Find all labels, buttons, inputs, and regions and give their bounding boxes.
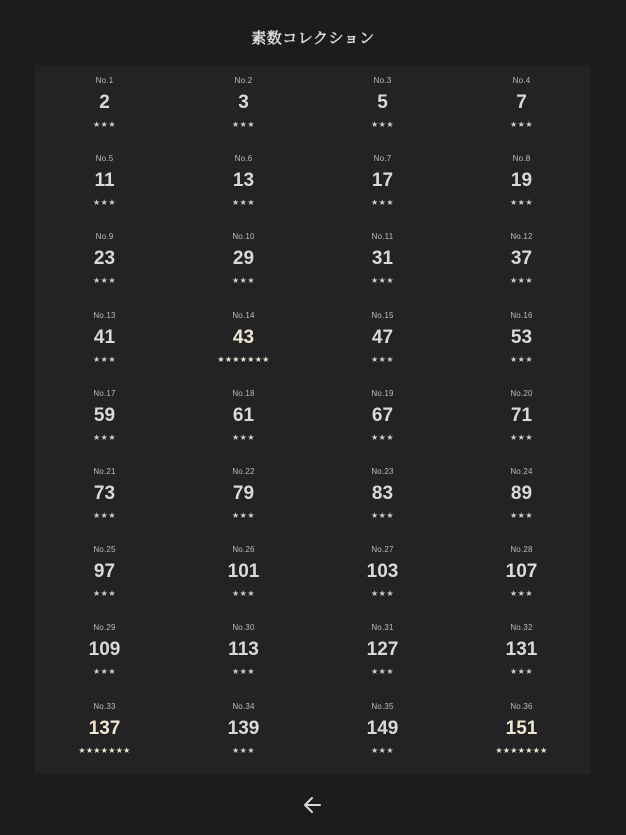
star-rating: ★★★ (370, 198, 394, 208)
prime-card[interactable] (452, 300, 591, 378)
prime-card[interactable] (174, 300, 313, 378)
prime-card[interactable] (35, 612, 174, 690)
prime-index-label: No.18 (232, 388, 255, 398)
prime-value: 71 (510, 404, 533, 426)
prime-card[interactable] (313, 221, 452, 299)
prime-value: 19 (510, 170, 533, 192)
prime-index-label: No.24 (510, 466, 533, 476)
prime-card[interactable] (174, 612, 313, 690)
prime-value: 109 (88, 639, 121, 661)
star-rating: ★★★ (370, 589, 394, 599)
prime-collection-panel (35, 65, 591, 774)
prime-card[interactable] (35, 691, 174, 769)
star-rating: ★★★ (509, 276, 533, 286)
prime-index-label: No.36 (510, 701, 533, 711)
prime-index-label: No.32 (510, 623, 533, 633)
star-rating: ★★★ (370, 745, 394, 755)
prime-card[interactable] (35, 65, 174, 143)
star-rating: ★★★ (231, 276, 255, 286)
prime-card[interactable] (313, 378, 452, 456)
star-rating: ★★★ (231, 120, 255, 129)
prime-card[interactable] (174, 221, 313, 299)
prime-index-label: No.10 (232, 232, 255, 242)
prime-value: 113 (228, 639, 259, 661)
prime-card[interactable] (452, 378, 591, 456)
prime-card[interactable] (313, 612, 452, 690)
prime-card[interactable] (313, 300, 452, 378)
prime-card[interactable] (35, 378, 174, 456)
prime-card[interactable] (313, 456, 452, 534)
star-rating: ★★★★★★★ (217, 354, 270, 364)
prime-index-label: No.25 (93, 545, 116, 555)
prime-value: 107 (505, 561, 538, 583)
star-rating: ★★★ (231, 745, 255, 755)
prime-index-label: No.13 (93, 310, 116, 320)
star-rating: ★★★ (370, 432, 394, 442)
prime-index-label: No.15 (371, 310, 394, 320)
star-rating: ★★★★★★★ (495, 745, 548, 755)
prime-index-label: No.34 (232, 701, 255, 711)
prime-value: 23 (93, 248, 116, 270)
prime-card[interactable] (174, 378, 313, 456)
prime-value: 41 (93, 326, 116, 348)
prime-card[interactable] (313, 691, 452, 769)
prime-value: 151 (505, 717, 538, 739)
prime-value: 53 (510, 326, 533, 348)
prime-value: 29 (232, 248, 255, 270)
prime-value: 37 (510, 248, 533, 270)
prime-value: 79 (232, 482, 255, 504)
prime-card[interactable] (452, 534, 591, 612)
prime-card[interactable] (452, 456, 591, 534)
prime-card[interactable] (452, 612, 591, 690)
prime-index-label: No.30 (232, 623, 255, 633)
prime-value: 83 (371, 482, 394, 504)
prime-value: 131 (505, 639, 538, 661)
star-rating: ★★★ (231, 198, 255, 208)
prime-card[interactable] (174, 143, 313, 221)
star-rating: ★★★ (231, 589, 255, 599)
prime-index-label: No.6 (234, 154, 253, 164)
star-rating: ★★★ (509, 589, 533, 599)
prime-value: 67 (371, 404, 394, 426)
prime-index-label: No.35 (371, 701, 394, 711)
prime-value: 13 (232, 170, 255, 192)
prime-value: 43 (232, 326, 255, 348)
prime-value: 17 (371, 170, 394, 192)
prime-value: 31 (371, 248, 394, 270)
prime-index-label: No.16 (510, 310, 533, 320)
prime-card[interactable] (452, 143, 591, 221)
prime-value: 61 (232, 404, 255, 426)
star-rating: ★★★ (370, 667, 394, 677)
star-rating: ★★★ (370, 354, 394, 364)
prime-value: 2 (99, 92, 110, 113)
prime-grid (35, 65, 591, 774)
star-rating: ★★★ (92, 198, 116, 208)
prime-value: 89 (510, 482, 533, 504)
prime-value: 97 (93, 561, 116, 583)
arrow-left-icon (298, 792, 328, 818)
prime-index-label: No.4 (512, 76, 531, 85)
star-rating: ★★★ (92, 510, 116, 520)
prime-card[interactable] (174, 456, 313, 534)
prime-index-label: No.9 (95, 232, 114, 242)
prime-value: 47 (371, 326, 394, 348)
star-rating: ★★★ (231, 432, 255, 442)
prime-card[interactable] (452, 691, 591, 769)
prime-index-label: No.21 (93, 466, 116, 476)
star-rating: ★★★ (92, 120, 116, 129)
star-rating: ★★★ (92, 354, 116, 364)
star-rating: ★★★ (370, 510, 394, 520)
prime-card[interactable] (35, 143, 174, 221)
star-rating: ★★★ (370, 120, 394, 129)
prime-index-label: No.27 (371, 545, 394, 555)
prime-index-label: No.33 (93, 701, 116, 711)
star-rating: ★★★ (231, 510, 255, 520)
prime-index-label: No.23 (371, 466, 394, 476)
prime-index-label: No.31 (371, 623, 394, 633)
prime-index-label: No.12 (510, 232, 533, 242)
prime-card[interactable] (35, 221, 174, 299)
prime-card[interactable] (452, 221, 591, 299)
star-rating: ★★★ (92, 589, 116, 599)
prime-card[interactable] (35, 534, 174, 612)
prime-index-label: No.11 (371, 232, 394, 242)
prime-index-label: No.1 (95, 76, 114, 85)
star-rating: ★★★★★★★ (78, 745, 131, 755)
prime-index-label: No.29 (93, 623, 116, 633)
prime-value: 3 (238, 92, 249, 113)
prime-index-label: No.22 (232, 466, 255, 476)
prime-card[interactable] (174, 534, 313, 612)
star-rating: ★★★ (509, 120, 533, 129)
star-rating: ★★★ (509, 198, 533, 208)
star-rating: ★★★ (509, 510, 533, 520)
prime-value: 59 (93, 404, 116, 426)
star-rating: ★★★ (231, 667, 255, 677)
prime-value: 137 (88, 717, 121, 739)
prime-index-label: No.26 (232, 545, 255, 555)
star-rating: ★★★ (370, 276, 394, 286)
back-button[interactable] (298, 792, 328, 818)
prime-value: 7 (516, 92, 527, 113)
prime-index-label: No.2 (234, 76, 253, 85)
star-rating: ★★★ (509, 354, 533, 364)
prime-index-label: No.20 (510, 388, 533, 398)
star-rating: ★★★ (509, 667, 533, 677)
prime-index-label: No.7 (373, 154, 392, 164)
prime-index-label: No.3 (373, 76, 392, 85)
star-rating: ★★★ (92, 432, 116, 442)
prime-value: 139 (227, 717, 260, 739)
prime-card[interactable] (174, 691, 313, 769)
prime-index-label: No.14 (232, 310, 255, 320)
prime-card[interactable] (174, 65, 313, 143)
prime-card[interactable] (313, 65, 452, 143)
prime-index-label: No.19 (371, 388, 394, 398)
prime-index-label: No.17 (93, 388, 116, 398)
prime-index-label: No.8 (512, 154, 531, 164)
prime-card[interactable] (35, 300, 174, 378)
prime-card[interactable] (452, 65, 591, 143)
prime-card[interactable] (313, 143, 452, 221)
prime-card[interactable] (313, 534, 452, 612)
prime-value: 11 (94, 170, 115, 192)
prime-index-label: No.5 (95, 154, 114, 164)
prime-index-label: No.28 (510, 545, 533, 555)
star-rating: ★★★ (509, 432, 533, 442)
prime-value: 103 (366, 561, 399, 583)
prime-value: 101 (227, 561, 260, 583)
prime-value: 73 (93, 482, 116, 504)
star-rating: ★★★ (92, 667, 116, 677)
star-rating: ★★★ (92, 276, 116, 286)
prime-value: 5 (377, 92, 388, 113)
page-title: 素数コレクション (251, 29, 375, 47)
prime-value: 149 (366, 717, 399, 739)
prime-card[interactable] (35, 456, 174, 534)
prime-value: 127 (366, 639, 399, 661)
